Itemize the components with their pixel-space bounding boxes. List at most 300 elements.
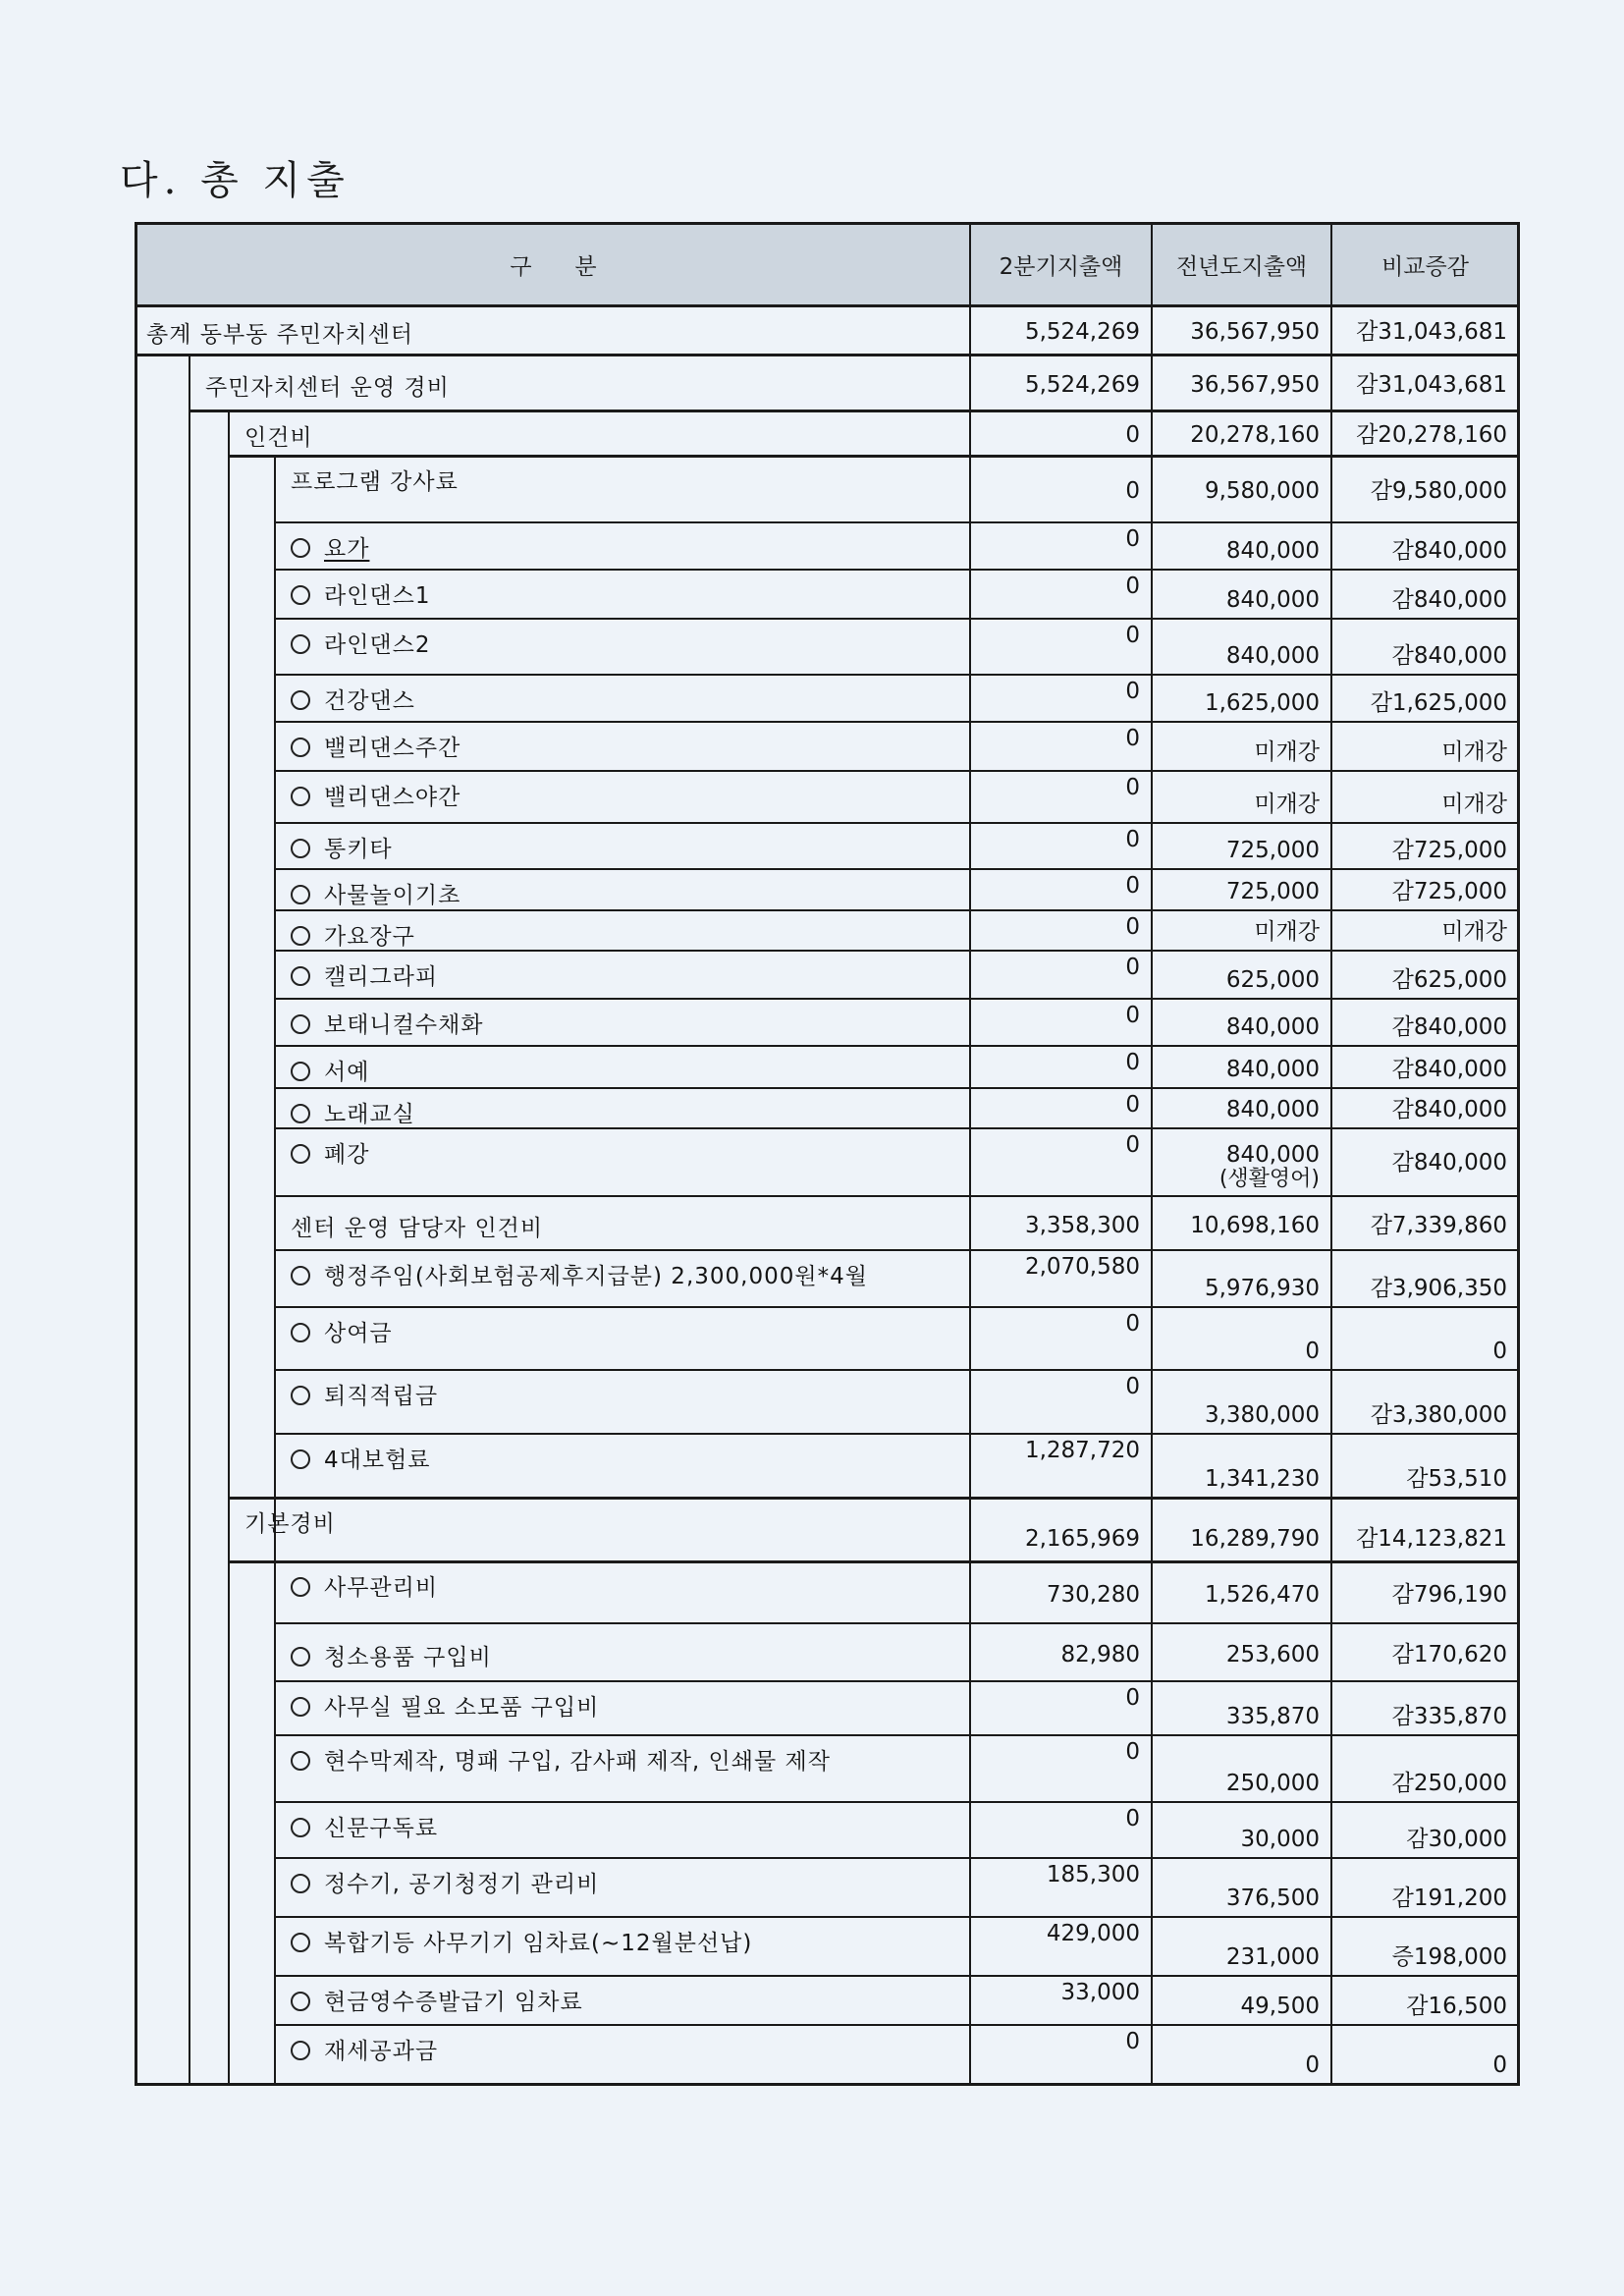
- row-divider: [970, 1734, 1519, 1736]
- comparison-value: [1331, 1642, 1507, 1667]
- comparison-value-text: 감191,200: [1391, 1886, 1507, 1911]
- prev-year-expenditure-value: [1152, 422, 1320, 448]
- q2-expenditure-value-text: 185,300: [1046, 1862, 1140, 1887]
- row-divider: [275, 1306, 970, 1308]
- row-divider: [275, 1680, 970, 1682]
- row-label-text: 인건비: [244, 425, 313, 451]
- prev-year-expenditure-value: [1152, 538, 1320, 564]
- row-label-text: 4대보험료: [324, 1448, 431, 1473]
- comparison-value-text: 감840,000: [1391, 1057, 1507, 1082]
- q2-expenditure-value: [970, 1050, 1140, 1075]
- prev-year-expenditure-value: [1152, 372, 1320, 398]
- q2-expenditure-value: [970, 1739, 1140, 1765]
- comparison-value-text: 감3,906,350: [1370, 1276, 1507, 1301]
- q2-expenditure-value-text: 0: [1125, 1050, 1140, 1075]
- row-label-text: 보태니컬수채화: [324, 1012, 484, 1038]
- prev-year-expenditure-value: [1152, 1213, 1320, 1238]
- row-divider: [275, 822, 970, 824]
- circle-bullet-icon: [291, 926, 310, 946]
- row-divider: [275, 521, 970, 523]
- prev-year-expenditure-value: [1152, 587, 1320, 613]
- comparison-value-text: 감725,000: [1391, 838, 1507, 863]
- q2-expenditure-value: [970, 1642, 1140, 1667]
- list-item-label: [291, 1096, 415, 1128]
- section-title: 다. 총 지출: [120, 158, 351, 203]
- comparison-value-text: 0: [1492, 1339, 1507, 1364]
- circle-bullet-icon: [291, 1818, 310, 1837]
- comparison-value-text: 미개강: [1441, 919, 1507, 945]
- row-divider: [970, 1857, 1519, 1859]
- circle-bullet-icon: [291, 1751, 310, 1771]
- circle-bullet-icon: [291, 966, 310, 986]
- list-item-label: [291, 1258, 868, 1290]
- prev-year-note: (생활영어): [1218, 1167, 1320, 1191]
- row-label-text: 신문구독료: [324, 1816, 439, 1841]
- prev-year-expenditure-value-text: 625,000: [1225, 967, 1320, 993]
- category-label: [291, 464, 459, 496]
- row-divider: [970, 770, 1519, 772]
- list-item-label: [291, 683, 415, 715]
- prev-year-expenditure-value: [1152, 643, 1320, 669]
- prev-year-expenditure-value: [1152, 919, 1320, 945]
- comparison-value-text: 감3,380,000: [1370, 1402, 1507, 1428]
- circle-bullet-icon: [291, 1449, 310, 1469]
- prev-year-expenditure-value-text: 미개강: [1254, 792, 1320, 817]
- circle-bullet-icon: [291, 1647, 310, 1667]
- row-divider: [135, 354, 970, 356]
- circle-bullet-icon: [291, 1323, 310, 1342]
- q2-expenditure-value-text: 0: [1125, 1092, 1140, 1118]
- q2-expenditure-value: [970, 955, 1140, 980]
- list-item-label: [291, 958, 438, 991]
- row-divider: [970, 868, 1519, 870]
- row-label-text: 서예: [324, 1060, 370, 1085]
- comparison-value-text: 감840,000: [1391, 538, 1507, 564]
- row-label-text: 밸리댄스야간: [324, 785, 461, 810]
- prev-year-expenditure-value-text: 5,976,930: [1204, 1276, 1320, 1301]
- category-label: [146, 316, 413, 349]
- prev-year-expenditure-value-text: 840,000: [1225, 643, 1320, 669]
- q2-expenditure-value-text: 0: [1125, 873, 1140, 899]
- category-label: [291, 1210, 543, 1242]
- list-item-label: [291, 1442, 431, 1474]
- q2-expenditure-value-text: 0: [1125, 422, 1140, 448]
- circle-bullet-icon: [291, 634, 310, 654]
- comparison-value: [1331, 1014, 1507, 1040]
- prev-year-expenditure-value: [1152, 478, 1320, 504]
- q2-expenditure-value: [970, 478, 1140, 504]
- comparison-value: [1331, 879, 1507, 904]
- q2-expenditure-value: [970, 2029, 1140, 2054]
- comparison-value-text: 감170,620: [1391, 1641, 1507, 1667]
- list-item-label: [291, 1743, 831, 1776]
- prev-year-expenditure-value-text: 0: [1305, 1339, 1320, 1364]
- table-right-border: [1517, 222, 1520, 2086]
- prev-year-expenditure-value: [1152, 1994, 1320, 2019]
- row-label-text: 라인댄스2: [324, 632, 431, 658]
- comparison-value-text: 감335,870: [1391, 1704, 1507, 1729]
- list-item-label: [291, 1810, 438, 1842]
- tree-indent-line: [228, 410, 230, 2084]
- row-divider: [970, 1433, 1519, 1435]
- row-divider: [970, 1497, 1519, 1500]
- comparison-value-text: 감250,000: [1391, 1771, 1507, 1796]
- q2-expenditure-value: [970, 827, 1140, 852]
- q2-expenditure-value: [970, 1374, 1140, 1399]
- row-divider: [275, 1087, 970, 1089]
- q2-expenditure-value: [970, 1806, 1140, 1831]
- comparison-value: [1331, 739, 1507, 765]
- comparison-value-text: 감20,278,160: [1356, 422, 1507, 448]
- q2-expenditure-value: [970, 1921, 1140, 1946]
- comparison-value-text: 감16,500: [1406, 1994, 1507, 2019]
- prev-year-expenditure-value-text: 725,000: [1225, 838, 1320, 863]
- q2-expenditure-value-text: 0: [1125, 775, 1140, 800]
- row-divider: [970, 455, 1519, 458]
- row-label-text: 복합기등 사무기기 임차료(~12월분선납): [324, 1931, 753, 1956]
- q2-expenditure-value-text: 0: [1125, 526, 1140, 552]
- header-prev-year-expenditure: 전년도지출액: [1175, 253, 1308, 280]
- comparison-value: [1331, 422, 1507, 448]
- comparison-value: [1331, 1827, 1507, 1852]
- circle-bullet-icon: [291, 1266, 310, 1285]
- comparison-value-text: 감14,123,821: [1356, 1526, 1507, 1552]
- list-item-label: [291, 1315, 393, 1347]
- q2-expenditure-value: [970, 1213, 1140, 1238]
- row-divider: [229, 1497, 970, 1500]
- prev-year-expenditure-value: [1152, 1402, 1320, 1428]
- comparison-value-text: 감840,000: [1391, 1014, 1507, 1040]
- row-divider: [970, 721, 1519, 723]
- row-divider: [275, 868, 970, 870]
- circle-bullet-icon: [291, 738, 310, 757]
- circle-bullet-icon: [291, 787, 310, 806]
- row-divider: [970, 822, 1519, 824]
- q2-expenditure-value-text: 0: [1125, 1132, 1140, 1158]
- table-top-border: [135, 222, 1519, 225]
- tree-indent-line: [189, 355, 190, 2084]
- comparison-value: [1331, 319, 1507, 345]
- q2-expenditure-value-text: 0: [1125, 726, 1140, 751]
- list-item-label: [291, 1984, 583, 2016]
- prev-year-expenditure-value: [1152, 879, 1320, 904]
- list-item-label: [291, 831, 393, 863]
- list-item-label: [291, 1639, 492, 1671]
- row-label-text: 캘리그라피: [324, 964, 439, 990]
- q2-expenditure-value-text: 429,000: [1046, 1921, 1140, 1946]
- comparison-value: [1331, 2052, 1507, 2078]
- prev-year-expenditure-value: [1152, 1339, 1320, 1364]
- row-divider: [970, 1369, 1519, 1371]
- circle-bullet-icon: [291, 1874, 310, 1893]
- q2-expenditure-value: [970, 623, 1140, 648]
- row-divider: [970, 1127, 1519, 1129]
- list-item-label: [291, 1007, 484, 1039]
- comparison-value: [1331, 1771, 1507, 1796]
- list-item-label: [291, 730, 460, 762]
- comparison-value-text: 미개강: [1441, 792, 1507, 817]
- prev-year-expenditure-value: [1152, 967, 1320, 993]
- q2-expenditure-value: [970, 1003, 1140, 1028]
- q2-expenditure-value-text: 0: [1125, 1806, 1140, 1831]
- q2-expenditure-value: [970, 1092, 1140, 1118]
- prev-year-expenditure-value: [1152, 1704, 1320, 1729]
- row-divider: [970, 569, 1519, 571]
- comparison-value: [1331, 1704, 1507, 1729]
- comparison-value: [1331, 1526, 1507, 1552]
- row-label-text: 재세공과금: [324, 2039, 439, 2064]
- comparison-value: [1331, 538, 1507, 564]
- comparison-value: [1331, 838, 1507, 863]
- comparison-value-text: 감796,190: [1391, 1581, 1507, 1608]
- q2-expenditure-value: [970, 679, 1140, 704]
- q2-expenditure-value-text: 0: [1125, 914, 1140, 940]
- comparison-value-text: 0: [1492, 2052, 1507, 2078]
- comparison-value-text: 감725,000: [1391, 879, 1507, 904]
- prev-year-expenditure-value-text: 376,500: [1225, 1886, 1320, 1911]
- prev-year-expenditure-value-text: 20,278,160: [1190, 422, 1320, 448]
- row-label-text: 가요장구: [324, 924, 415, 950]
- prev-year-expenditure-value-text: 840,000: [1225, 538, 1320, 564]
- row-divider: [275, 1369, 970, 1371]
- q2-expenditure-value: [970, 372, 1140, 398]
- row-label-text: 통키타: [324, 837, 393, 862]
- q2-expenditure-value: [970, 1526, 1140, 1552]
- row-divider: [970, 1306, 1519, 1308]
- prev-year-expenditure-value-text: 231,000: [1225, 1944, 1320, 1970]
- prev-year-expenditure-value-text: 미개강: [1254, 739, 1320, 765]
- comparison-value-text: 감840,000: [1391, 1149, 1507, 1175]
- q2-expenditure-value: [970, 1311, 1140, 1337]
- q2-expenditure-value-text: 1,287,720: [1024, 1438, 1140, 1463]
- prev-year-expenditure-value-text: 36,567,950: [1190, 319, 1320, 345]
- row-divider: [275, 909, 970, 911]
- list-item-label: [291, 2033, 438, 2065]
- row-label-text: 주민자치센터 운영 경비: [205, 374, 450, 401]
- prev-year-expenditure-value-text: 840,000: [1225, 1057, 1320, 1082]
- row-divider: [275, 1045, 970, 1047]
- circle-bullet-icon: [291, 1992, 310, 2011]
- row-label-text: 프로그램 강사료: [291, 469, 459, 495]
- comparison-value: [1331, 792, 1507, 817]
- row-divider: [970, 618, 1519, 620]
- q2-expenditure-value-text: 0: [1125, 1739, 1140, 1765]
- prev-year-expenditure-value-text: 1,341,230: [1204, 1466, 1320, 1492]
- row-label-text: 현금영수증발급기 임차료: [324, 1990, 583, 2015]
- row-divider: [970, 1801, 1519, 1803]
- row-label-text: 요가: [324, 536, 370, 562]
- prev-year-expenditure-value: [1152, 838, 1320, 863]
- prev-year-expenditure-value-text: 16,289,790: [1190, 1526, 1320, 1552]
- comparison-value-text: 감30,000: [1406, 1827, 1507, 1852]
- comparison-value: [1331, 1402, 1507, 1428]
- prev-year-expenditure-value: [1152, 1097, 1320, 1122]
- q2-expenditure-value-text: 0: [1125, 1374, 1140, 1399]
- prev-year-expenditure-value: [1152, 1642, 1320, 1667]
- comparison-value-text: 감1,625,000: [1370, 690, 1507, 716]
- q2-expenditure-value: [970, 1862, 1140, 1887]
- prev-year-expenditure-value: [1152, 1276, 1320, 1301]
- prev-year-expenditure-value: [1152, 1827, 1320, 1852]
- q2-expenditure-value-text: 0: [1125, 955, 1140, 980]
- row-label-text: 센터 운영 담당자 인건비: [291, 1215, 544, 1241]
- row-label-text: 건강댄스: [324, 688, 415, 714]
- prev-year-expenditure-value-text: 335,870: [1225, 1704, 1320, 1729]
- q2-expenditure-value-text: 5,524,269: [1024, 371, 1140, 398]
- row-divider: [275, 1195, 970, 1197]
- q2-expenditure-value-text: 0: [1125, 1685, 1140, 1711]
- comparison-value: [1331, 690, 1507, 716]
- circle-bullet-icon: [291, 885, 310, 904]
- row-divider: [275, 770, 970, 772]
- prev-year-expenditure-value-text: 250,000: [1225, 1771, 1320, 1796]
- row-divider: [970, 1975, 1519, 1977]
- comparison-value: [1331, 967, 1507, 993]
- q2-expenditure-value-text: 0: [1125, 679, 1140, 704]
- list-item-label: [291, 1689, 599, 1722]
- row-divider: [275, 1622, 970, 1624]
- prev-year-expenditure-value: [1152, 690, 1320, 716]
- row-divider: [275, 1857, 970, 1859]
- q2-expenditure-value: [970, 574, 1140, 599]
- q2-expenditure-value-text: 2,165,969: [1024, 1526, 1140, 1552]
- row-divider: [970, 1622, 1519, 1624]
- row-label-text: 상여금: [324, 1321, 393, 1346]
- prev-year-expenditure-value: [1152, 739, 1320, 765]
- row-divider: [189, 410, 970, 412]
- prev-year-expenditure-value-text: 미개강: [1254, 919, 1320, 945]
- prev-year-expenditure-value-text: 36,567,950: [1190, 371, 1320, 398]
- q2-expenditure-value: [970, 1685, 1140, 1711]
- row-divider: [229, 1560, 970, 1563]
- prev-year-expenditure-value-text: 49,500: [1240, 1994, 1320, 2019]
- prev-year-expenditure-value: [1152, 1526, 1320, 1552]
- circle-bullet-icon: [291, 1144, 310, 1164]
- row-divider: [970, 1045, 1519, 1047]
- comparison-value-text: 감840,000: [1391, 1097, 1507, 1122]
- row-label-text: 폐강: [324, 1142, 370, 1168]
- row-divider: [970, 354, 1519, 356]
- list-item-label: [291, 577, 431, 610]
- header-category: 구 분: [510, 253, 597, 280]
- row-divider: [275, 674, 970, 676]
- row-divider: [970, 674, 1519, 676]
- prev-year-expenditure-value-text: 840,000: [1225, 1097, 1320, 1122]
- list-item-label: [291, 918, 415, 951]
- prev-year-expenditure-value-text: 1,625,000: [1204, 690, 1320, 716]
- row-divider: [275, 569, 970, 571]
- row-divider: [275, 618, 970, 620]
- comparison-value: [1331, 1886, 1507, 1911]
- q2-expenditure-value-text: 730,280: [1046, 1581, 1140, 1608]
- circle-bullet-icon: [291, 1933, 310, 1952]
- q2-expenditure-value: [970, 319, 1140, 345]
- comparison-value: [1331, 1150, 1507, 1175]
- comparison-value: [1331, 1097, 1507, 1122]
- row-divider: [275, 2024, 970, 2026]
- q2-expenditure-value: [970, 775, 1140, 800]
- row-divider: [970, 1680, 1519, 1682]
- row-divider: [970, 1249, 1519, 1251]
- circle-bullet-icon: [291, 1104, 310, 1123]
- row-divider: [275, 1916, 970, 1918]
- prev-year-expenditure-value-text: 30,000: [1240, 1827, 1320, 1852]
- circle-bullet-icon: [291, 1386, 310, 1405]
- category-label: [244, 419, 313, 452]
- row-label-text: 노래교실: [324, 1102, 415, 1127]
- comparison-value: [1331, 1057, 1507, 1082]
- row-label-text: 행정주임(사회보험공제후지급분) 2,300,000원*4월: [324, 1264, 868, 1289]
- header-q2-expenditure: 2분기지출액: [999, 253, 1123, 280]
- list-item-label: [291, 1136, 369, 1169]
- q2-expenditure-value: [970, 1254, 1140, 1280]
- list-item-label: [291, 1569, 438, 1602]
- circle-bullet-icon: [291, 690, 310, 710]
- comparison-value: [1331, 372, 1507, 398]
- q2-expenditure-value-text: 5,524,269: [1024, 319, 1140, 345]
- comparison-value: [1331, 1944, 1507, 1970]
- prev-year-expenditure-value-text: 10,698,160: [1190, 1212, 1320, 1238]
- row-label-text: 청소용품 구입비: [324, 1644, 492, 1670]
- row-label-text: 정수기, 공기청정기 관리비: [324, 1872, 600, 1897]
- q2-expenditure-value-text: 2,070,580: [1024, 1254, 1140, 1280]
- category-label: [244, 1505, 336, 1538]
- prev-year-expenditure-value: [1152, 1466, 1320, 1492]
- comparison-value-text: 감7,339,860: [1370, 1212, 1507, 1238]
- row-divider: [970, 521, 1519, 523]
- row-label-text: 현수막제작, 명패 구입, 감사패 제작, 인쇄물 제작: [324, 1749, 831, 1775]
- circle-bullet-icon: [291, 1014, 310, 1034]
- q2-expenditure-value-text: 0: [1125, 623, 1140, 648]
- circle-bullet-icon: [291, 1697, 310, 1717]
- header-comparison: 비교증감: [1381, 253, 1469, 280]
- q2-expenditure-value-text: 33,000: [1060, 1980, 1140, 2005]
- row-divider: [275, 1734, 970, 1736]
- list-item-label: [291, 627, 431, 659]
- row-label-text: 라인댄스1: [324, 583, 431, 609]
- q2-expenditure-value-text: 0: [1125, 478, 1140, 504]
- comparison-value: [1331, 1466, 1507, 1492]
- prev-year-expenditure-value-text: 253,600: [1225, 1641, 1320, 1667]
- q2-expenditure-value-text: 82,980: [1060, 1641, 1140, 1667]
- list-item-label: [291, 779, 460, 811]
- prev-year-expenditure-value: [1152, 792, 1320, 817]
- list-item-label: [291, 1378, 438, 1410]
- row-divider: [970, 1916, 1519, 1918]
- circle-bullet-icon: [291, 839, 310, 858]
- circle-bullet-icon: [291, 538, 310, 558]
- header-bottom-border: [135, 304, 1519, 307]
- comparison-value-text: 감53,510: [1406, 1466, 1507, 1492]
- q2-expenditure-value: [970, 526, 1140, 552]
- row-divider: [970, 998, 1519, 1000]
- row-divider: [275, 1249, 970, 1251]
- row-divider: [275, 721, 970, 723]
- comparison-value-text: 증198,000: [1391, 1944, 1507, 1970]
- comparison-value: [1331, 1994, 1507, 2019]
- q2-expenditure-value: [970, 422, 1140, 448]
- row-divider: [229, 455, 970, 458]
- comparison-value-text: 감840,000: [1391, 587, 1507, 613]
- prev-year-expenditure-value-text: 3,380,000: [1204, 1402, 1320, 1428]
- prev-year-expenditure-value-text: 840,000: [1225, 1014, 1320, 1040]
- circle-bullet-icon: [291, 1577, 310, 1597]
- q2-expenditure-value: [970, 914, 1140, 940]
- row-label-text: 사물놀이기초: [324, 883, 461, 908]
- comparison-value: [1331, 478, 1507, 504]
- row-divider: [275, 1801, 970, 1803]
- comparison-value: [1331, 919, 1507, 945]
